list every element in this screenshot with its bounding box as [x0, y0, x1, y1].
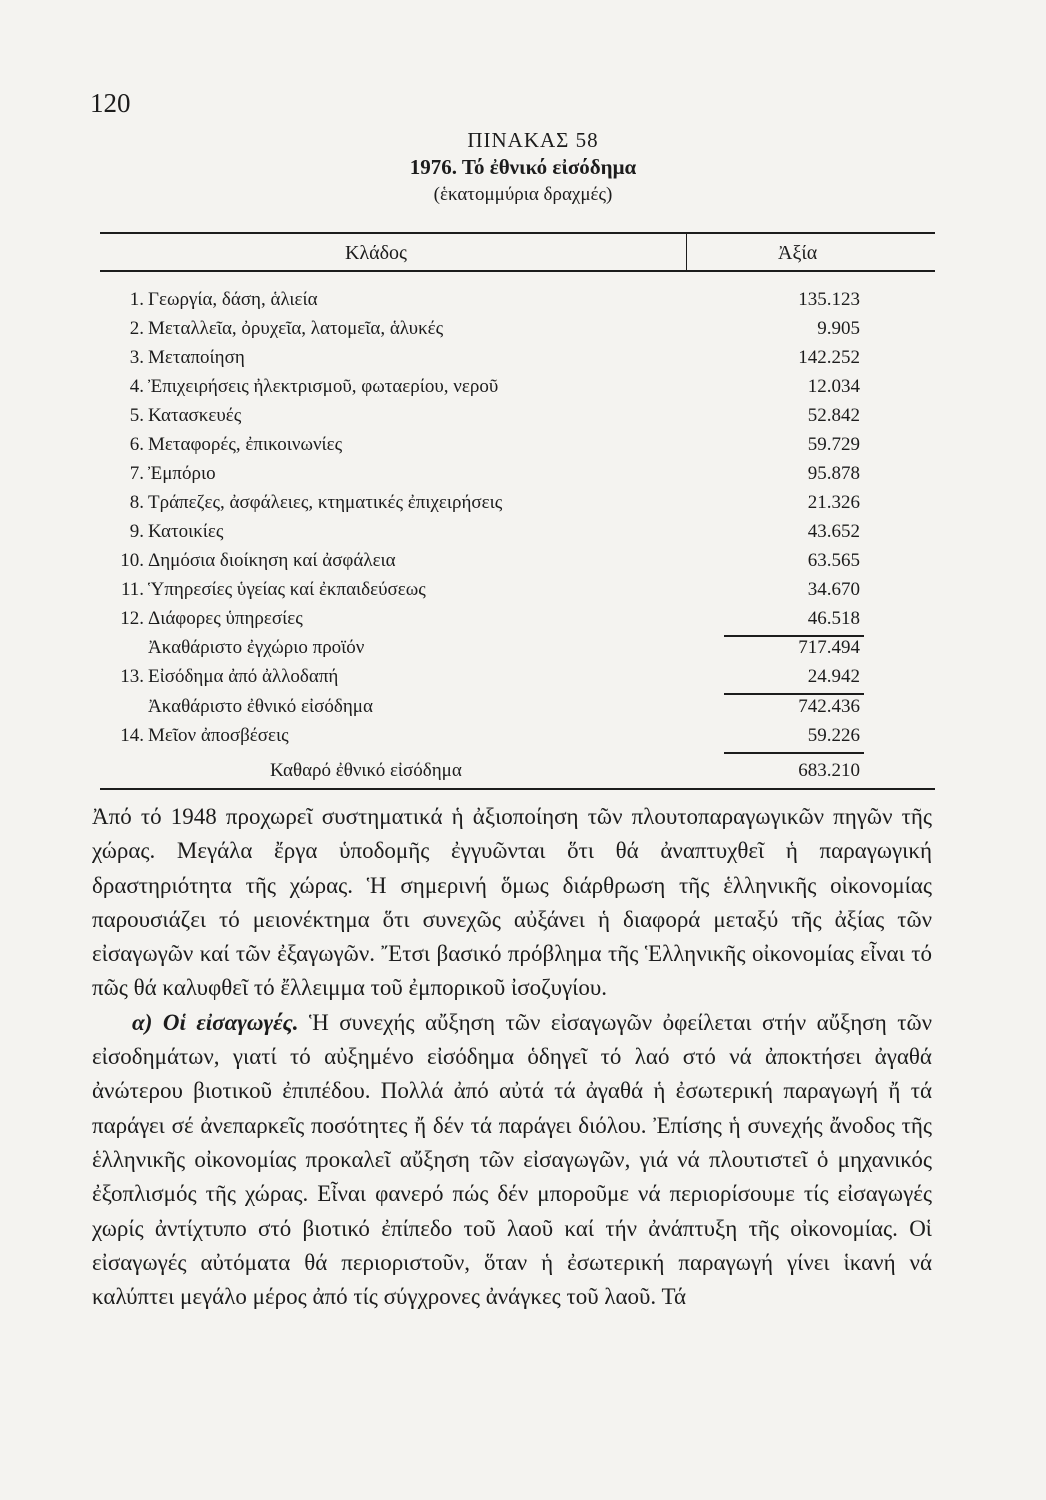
row-value: 142.252 — [798, 347, 860, 368]
table-row — [100, 666, 860, 694]
table-row — [100, 550, 860, 578]
column-header-value: Ἀξία — [778, 242, 818, 264]
table-bottom-rule — [100, 788, 935, 790]
table-row — [100, 492, 860, 520]
gdp-value: 717.494 — [798, 637, 860, 658]
paragraph: Ἀπό τό 1948 προχωρεῖ συστηματικά ἡ ἀξιοποίηση τῶν πλουτοπαραγωγικῶν πηγῶν τῆς χώρας. Μεγάλα ἔργα ὑποδομῆς ἐγγυῶνται ὅτι θά ἀναπτυχθεῖ ἡ παραγωγική δραστηριότητα τῆς χώρας. Ἡ σημερινή ὅμως διάρθρωση τῆς ἑλληνικῆς οἰκονομίας παρουσιάζει τό μειονέκτημα ὅτι συνεχῶς αὐξάνει ἡ διαφορά μεταξύ τῆς ἀξίας τῶν εἰσαγωγῶν καί τῶν ἐξαγωγῶν. Ἔτσι βασικό πρόβλημα τῆς Ἑλληνικῆς οἰκονομίας εἶναι τό πῶς θά καλυφθεῖ τό ἔλλειμμα τοῦ ἐμπορικοῦ ἰσοζυγίου. — [92, 804, 932, 1001]
row-branch: Μεῖον ἀποσβέσεις — [148, 725, 289, 746]
row-number: 2. — [129, 318, 144, 339]
row-number: 3. — [129, 347, 144, 368]
row-number: 11. — [120, 579, 144, 600]
row-branch: Ἐπιχειρήσεις ἠλεκτρισμοῦ, φωταερίου, νεροῦ — [148, 376, 499, 397]
row-branch: Εἰσόδημα ἀπό ἀλλοδαπή — [148, 666, 339, 687]
net-value: 683.210 — [798, 760, 860, 781]
table-row — [100, 405, 860, 433]
table-row — [100, 608, 860, 636]
row-value: 24.942 — [807, 666, 860, 687]
net-row — [100, 760, 860, 788]
row-number: 5. — [129, 405, 144, 426]
column-header-branch: Κλάδος — [345, 242, 407, 264]
table-row — [100, 347, 860, 375]
row-value: 52.842 — [807, 405, 860, 426]
row-branch: Τράπεζες, ἀσφάλειες, κτηματικές ἐπιχειρήσεις — [148, 492, 503, 513]
gdp-row — [100, 637, 860, 665]
table-row — [100, 521, 860, 549]
table-top-rule — [100, 232, 935, 234]
row-number: 12. — [120, 608, 144, 629]
row-value: 12.034 — [807, 376, 860, 397]
table-caption — [0, 128, 1046, 206]
row-branch: Διάφορες ὑπηρεσίες — [148, 608, 303, 629]
row-number: 7. — [129, 463, 144, 484]
paragraph-text: Ἡ συνεχής αὔξηση τῶν εἰσαγωγῶν ὀφείλεται στήν αὔξηση τῶν εἰσοδημάτων, γιατί τό αὐξημένο εἰσόδημα ὁδηγεῖ τό λαό στό νά ἀποκτήσει ἀγαθά ἀνώτερου βιοτικοῦ ἐπιπέδου. Πολλά ἀπό αὐτά τά ἀγαθά ἡ ἐσωτερική παραγωγή ἤ τά παράγει σέ ἀνεπαρκεῖς ποσότητες ἤ δέν τά παράγει διόλου. Ἐπίσης ἡ συνεχής ἄνοδος τῆς ἑλληνικῆς οἰκονομίας προκαλεῖ αὔξηση τῶν εἰσαγωγῶν, γιά νά πλουτιστεῖ ὁ μηχανικός ἐξοπλισμός τῆς χώρας. Εἶναι φανερό πώς δέν μποροῦμε νά περιορίσουμε τίς εἰσαγωγές χωρίς ἀντίχτυπο στό βιοτικό ἐπίπεδο τοῦ λαοῦ καί τήν ἀνάπτυξη τῆς οἰκονομίας. Οἱ εἰσαγωγές αὐτόματα θά περιοριστοῦν, ὅταν ἡ ἐσωτερική παραγωγή γίνει ἱκανή νά καλύπτει μεγάλο μέρος ἀπό τίς σύγχρονες ἀνάγκες τοῦ λαοῦ. Τά — [92, 1009, 932, 1310]
table-header-rule — [100, 270, 935, 272]
net-label: Καθαρό ἐθνικό εἰσόδημα — [270, 760, 462, 781]
table-column-divider — [686, 232, 687, 272]
table-row — [100, 376, 860, 404]
subtotal-rule-3 — [724, 752, 864, 754]
row-number: 4. — [129, 376, 144, 397]
gni-row — [100, 696, 860, 724]
table-title: 1976. Τό ἐθνικό εἰσόδημα — [409, 155, 637, 179]
row-number: 9. — [129, 521, 144, 542]
row-number: 10. — [120, 550, 144, 571]
body-text — [92, 800, 932, 1314]
row-number: 13. — [120, 666, 144, 687]
row-number: 6. — [129, 434, 144, 455]
row-value: 135.123 — [798, 289, 860, 310]
table-row — [100, 725, 860, 753]
row-number: 1. — [129, 289, 144, 310]
gni-value: 742.436 — [798, 696, 860, 717]
paragraph — [92, 1006, 932, 1315]
row-value: 59.729 — [807, 434, 860, 455]
row-branch: Μεταποίηση — [148, 347, 245, 368]
table-row — [100, 579, 860, 607]
row-value: 9.905 — [817, 318, 860, 339]
row-branch: Μεταλλεῖα, ὀρυχεῖα, λατομεῖα, ἁλυκές — [148, 318, 444, 339]
table-row — [100, 289, 860, 317]
row-value: 34.670 — [807, 579, 860, 600]
row-value: 95.878 — [807, 463, 860, 484]
table-units: (ἑκατομμύρια δραχμές) — [433, 184, 613, 205]
page-number: 120 — [90, 88, 131, 118]
row-branch: Δημόσια διοίκηση καί ἀσφάλεια — [148, 550, 396, 571]
row-branch: Κατασκευές — [148, 405, 242, 426]
table-row — [100, 434, 860, 462]
table-row — [100, 463, 860, 491]
section-heading: α) Οἱ εἰσαγωγές. — [132, 1009, 299, 1035]
gdp-label: Ἀκαθάριστο ἐγχώριο προϊόν — [148, 637, 365, 658]
table-label: ΠΙΝΑΚΑΣ 58 — [467, 128, 599, 152]
row-value: 43.652 — [807, 521, 860, 542]
row-value: 46.518 — [807, 608, 860, 629]
row-value: 63.565 — [807, 550, 860, 571]
row-value: 59.226 — [807, 725, 860, 746]
row-number: 8. — [129, 492, 144, 513]
row-branch: Μεταφορές, ἐπικοινωνίες — [148, 434, 343, 455]
row-branch: Ἐμπόριο — [148, 463, 216, 484]
row-branch: Ὑπηρεσίες ὑγείας καί ἐκπαιδεύσεως — [148, 579, 426, 600]
row-branch: Κατοικίες — [148, 521, 224, 542]
gni-label: Ἀκαθάριστο ἐθνικό εἰσόδημα — [148, 696, 373, 717]
row-number: 14. — [120, 725, 144, 746]
row-value: 21.326 — [807, 492, 860, 513]
row-branch: Γεωργία, δάση, ἁλιεία — [148, 289, 318, 310]
subtotal-rule-2 — [724, 693, 864, 695]
table-row — [100, 318, 860, 346]
